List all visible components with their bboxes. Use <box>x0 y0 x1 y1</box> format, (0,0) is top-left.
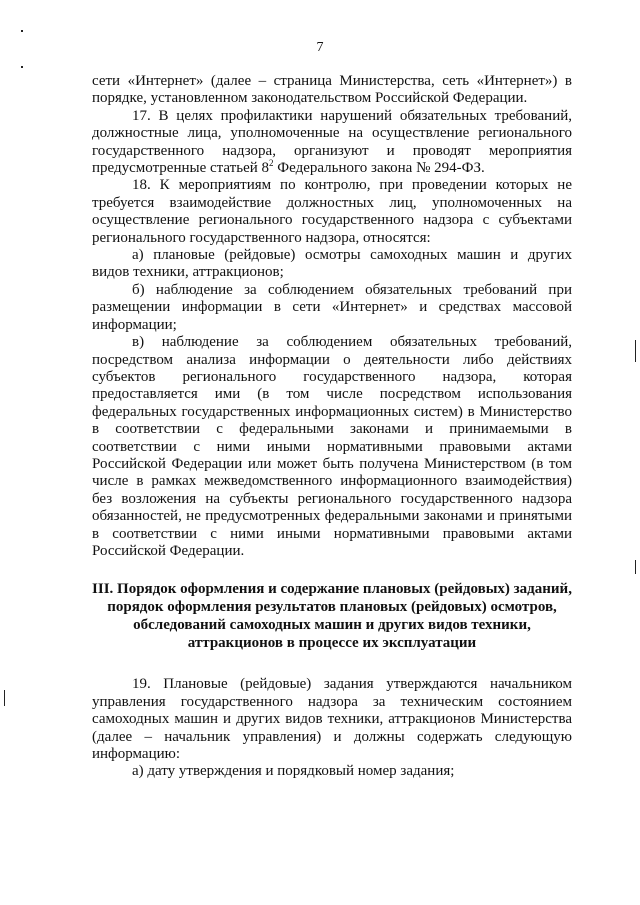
paragraph-18-b: б) наблюдение за соблюдением обязательных требований при размещении информации в сети «Интернет» и средствах массовой информации; <box>92 281 572 333</box>
document-body <box>92 73 572 781</box>
paragraph-19: 19. Плановые (рейдовые) задания утверждаются начальником управления государственного надзора за техническим состоянием самоходных машин и других видов техники, аттракционов Министерства (далее – начальник управления) и должны содержать следующую информацию: <box>92 676 572 762</box>
scan-mark <box>21 66 23 68</box>
scan-mark <box>21 30 23 32</box>
scan-mark <box>4 690 5 706</box>
scan-mark <box>635 560 636 574</box>
paragraph-continuation: сети «Интернет» (далее – страница Министерства, сеть «Интернет») в порядке, установленном законодательством Российской Федерации. <box>92 73 572 107</box>
scan-mark <box>635 340 636 362</box>
paragraph-18-c: в) наблюдение за соблюдением обязательных требований, посредством анализа информации о деятельности либо действиях субъектов регионального государственного надзора, которая предоставляется ими (в том числе посредством использования федеральных государственных информационных систем) в Министерство в соответствии с федеральными законами и принимаемыми в соответствии с ними иными нормативными правовыми актами Российской Федерации или может быть получена Министерством (в том числе в рамках межведомственного информационного взаимодействия) без возложения на субъекты регионального государственного надзора обязанностей, не предусмотренных федеральными законами и принятыми в соответствии с ними иными нормативными правовыми актами Российской Федерации. <box>92 334 572 559</box>
paragraph-18: 18. К мероприятиям по контролю, при проведении которых не требуется взаимодействие должностных лиц, уполномоченных на осуществление регионального государственного надзора с субъектами регионального государственного надзора, относятся: <box>92 177 572 246</box>
paragraph-19-a: а) дату утверждения и порядковый номер задания; <box>132 763 455 780</box>
paragraph-17-tail: Федерального закона № 294-ФЗ. <box>273 160 485 177</box>
paragraph-18-a: а) плановые (рейдовые) осмотры самоходных машин и других видов техники, аттракционов; <box>92 247 572 281</box>
section-heading: III. Порядок оформления и содержание плановых (рейдовых) заданий, порядок оформления результатов плановых (рейдовых) осмотров, обследований самоходных машин и других видов техники, аттракционов в процессе их эксплуатации <box>92 581 572 652</box>
page-number: 7 <box>316 40 324 55</box>
paragraph-17 <box>92 108 572 178</box>
paragraph-17-text: 17. В целях профилактики нарушений обязательных требований, должностные лица, уполномоченные на осуществление регионального государственного надзора, организуют и проводят мероприятия предусмотренные статьей 8 <box>92 107 572 177</box>
article-superscript: 2 <box>269 158 274 169</box>
